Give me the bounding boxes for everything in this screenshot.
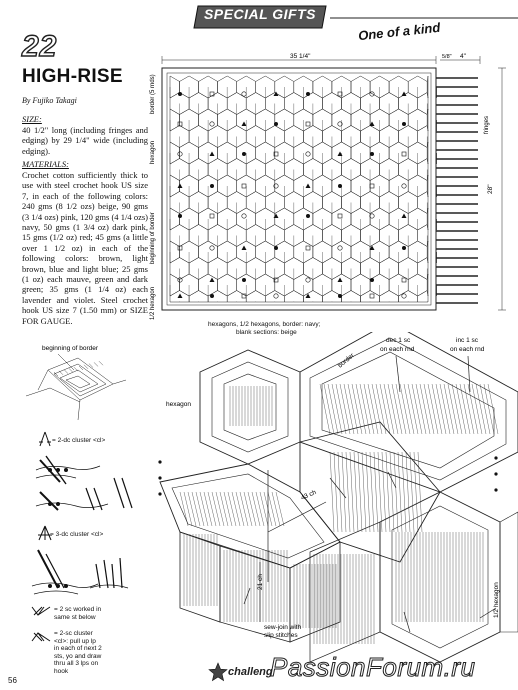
stitch-line <box>372 384 382 434</box>
chart-square <box>306 122 310 126</box>
stitch-line <box>386 452 390 532</box>
stitch-line <box>408 384 418 434</box>
stitch-line <box>330 452 334 532</box>
hexagon-cell <box>380 291 399 303</box>
stitch-line <box>232 492 240 526</box>
stitch-line <box>236 492 244 526</box>
stitch-line <box>192 492 200 526</box>
stitch-line <box>440 384 450 434</box>
diagram-label-inc: inc 1 sc <box>456 337 479 344</box>
hexagon-cell <box>170 241 180 263</box>
stitch-line <box>208 492 216 526</box>
hatch-line <box>79 366 83 370</box>
chart-dot <box>274 122 278 126</box>
chart-ring <box>402 294 406 298</box>
stitch-line <box>400 384 410 434</box>
chart-ring <box>242 92 246 96</box>
stitch-line <box>380 384 390 434</box>
stitch-line <box>424 384 434 434</box>
stitch-line <box>224 492 232 526</box>
chart-triangle <box>178 184 183 189</box>
stitch-line <box>204 492 212 526</box>
stitch-line <box>244 492 252 526</box>
chart-dot <box>274 246 278 250</box>
hexagon-cell <box>246 291 265 303</box>
chart-dot <box>338 294 342 298</box>
dim-border-top: 5/8" <box>442 54 452 60</box>
stitch-line <box>420 384 430 434</box>
label-half-hexagon: 1/2 hexagon <box>150 286 156 320</box>
key-symbol-2sc-same-st <box>30 604 52 618</box>
hatch-line <box>89 364 93 368</box>
stitch-line <box>468 384 478 434</box>
chart-ring <box>210 122 214 126</box>
hexagon-cell <box>418 225 428 247</box>
diagram-label-sewjoin: sew-join with <box>264 624 302 631</box>
chart-legend-line2: blank sections: beige <box>236 329 297 336</box>
chart-ring <box>274 184 278 188</box>
chart-square <box>210 214 214 218</box>
hexagon-cell <box>303 291 322 303</box>
stitch-line <box>406 452 410 532</box>
chart-dot <box>178 214 182 218</box>
stitch-line <box>240 492 248 526</box>
hexagon-cell <box>418 159 428 181</box>
chart-dot <box>338 184 342 188</box>
stitch-line <box>404 384 414 434</box>
stitch-line <box>392 384 402 434</box>
stitch-line <box>464 384 474 434</box>
stitch-line <box>362 452 366 532</box>
dim-fringe: 4" <box>460 53 466 60</box>
stitch-line <box>376 384 386 434</box>
hexagon-cell <box>265 291 284 303</box>
chart-legend-line1: hexagons, 1/2 hexagons, border: navy; <box>208 321 321 328</box>
stitch-line <box>416 384 426 434</box>
chart-triangle <box>242 122 247 127</box>
size-heading: SIZE: <box>22 114 42 124</box>
stitch-line <box>432 384 442 434</box>
hexagon-cell <box>399 291 418 303</box>
stitch-line <box>452 384 462 434</box>
chart-dot <box>370 152 374 156</box>
chart-triangle <box>242 246 247 251</box>
key-illustration-2dc <box>30 448 140 522</box>
stitch-line <box>256 492 264 526</box>
stitch-line <box>394 452 398 532</box>
hexagon-cell <box>170 109 180 131</box>
stitch-line <box>460 384 470 434</box>
hexagon-cell <box>418 192 428 214</box>
stitch-line <box>340 384 350 434</box>
stitch-line <box>220 492 228 526</box>
stitch-line <box>428 384 438 434</box>
materials-text: Crochet cotton sufficiently thick to use with steel crochet hook US size 7, in each of the following colors: 240 gms (8 1/2 ozs) beige, 90 gms (3 1/4 ozs) pink, 120 gms (4 1/4 ozs) navy, 50 gms (1 3/4 oz) dark pink, 15 gms (1/2 oz) red; 45 gms (a little over 1 1/2 oz) in each of the following colors: brown, light brown, blue and light blue; 25 gms (1 oz) each mauve, green and dark green; 35 gms (1 1/4 oz) each lavender and violet. Steel crochet hook US size 7 (1.50 mm) or SIZE FOR GAUGE. <box>22 170 148 326</box>
stitch-line <box>352 384 362 434</box>
stitch-line <box>344 384 354 434</box>
stitch-line <box>484 384 494 434</box>
chart-ring <box>370 92 374 96</box>
hexagon-cell <box>418 93 428 115</box>
stitch-line <box>268 492 276 526</box>
chart-dot <box>242 152 246 156</box>
chart-triangle <box>178 294 183 299</box>
stitch-line <box>336 384 346 434</box>
chart-ring <box>370 214 374 218</box>
diagram-label-border: border <box>336 352 356 370</box>
stitch-line <box>388 384 398 434</box>
chart-ring <box>178 278 182 282</box>
stitch-line <box>402 452 406 532</box>
key-symbol-2sc-cluster <box>30 630 52 644</box>
chart-triangle <box>306 184 311 189</box>
key-2sc-same-st: = 2 sc worked in same st below <box>54 606 102 621</box>
stitch-line <box>374 452 378 532</box>
stitch-line <box>346 452 350 532</box>
chart-triangle <box>402 214 407 219</box>
stitch-line <box>436 384 446 434</box>
chart-dot <box>178 92 182 96</box>
placement-chart <box>140 34 518 340</box>
chart-triangle <box>210 278 215 283</box>
hexagon-cell <box>170 175 180 197</box>
chart-dot <box>402 246 406 250</box>
stitch-line <box>320 384 330 434</box>
section-subtitle: One of a kind <box>357 19 441 44</box>
chart-ring <box>338 246 342 250</box>
key-3dc-cluster: = 3-dc cluster <cl> <box>50 531 104 538</box>
hatch-line <box>99 361 103 365</box>
footer-brand: challeng <box>228 666 273 678</box>
section-banner-text: SPECIAL GIFTS <box>203 6 317 22</box>
chart-dot <box>370 278 374 282</box>
stitch-line <box>354 452 358 532</box>
dim-height: 28" <box>487 184 494 194</box>
hexagon-cell <box>170 274 180 296</box>
stitch-line <box>188 492 196 526</box>
hexagon-cell <box>189 291 208 303</box>
stitch-line <box>212 492 220 526</box>
label-hexagon: hexagon <box>150 140 156 164</box>
hexagon-cell <box>170 208 180 230</box>
stitch-line <box>396 384 406 434</box>
stitch-line <box>378 452 382 532</box>
stitch-line <box>418 452 422 532</box>
stitch-line <box>448 384 458 434</box>
stitch-line <box>228 492 236 526</box>
pattern-title: HIGH-RISE <box>22 66 123 87</box>
chart-square <box>370 294 374 298</box>
stitch-line <box>334 452 338 532</box>
pattern-number: 22 <box>22 30 58 63</box>
diagram-label-hexagon: hexagon <box>166 401 191 408</box>
chart-square <box>210 92 214 96</box>
stitch-line <box>444 384 454 434</box>
chart-square <box>242 184 246 188</box>
stitch-line <box>368 384 378 434</box>
chart-square <box>402 152 406 156</box>
chart-triangle <box>338 278 343 283</box>
dim-width: 35 1/4" <box>290 53 311 60</box>
chart-ring <box>306 278 310 282</box>
stitch-line <box>488 384 498 434</box>
label-fringes: fringes <box>484 115 490 134</box>
diagram-label-inc2: on each rnd <box>450 346 485 353</box>
chart-ring <box>306 152 310 156</box>
hexagon-cell <box>418 126 428 148</box>
chart-ring <box>178 152 182 156</box>
stitch-line <box>476 384 486 434</box>
chart-dot <box>306 92 310 96</box>
stitch-line <box>370 452 374 532</box>
banner-rule <box>330 16 518 20</box>
stitch-line <box>412 384 422 434</box>
mini-label-beginning: beginning of border <box>42 345 99 352</box>
stitch-line <box>324 384 334 434</box>
chart-triangle <box>338 152 343 157</box>
stitch-line <box>384 384 394 434</box>
stitch-line <box>252 492 260 526</box>
diagram-label-43ch: 43 ch <box>299 488 318 502</box>
stitch-line <box>366 452 370 532</box>
stitch-line <box>196 492 204 526</box>
chart-ring <box>210 246 214 250</box>
chart-dot <box>402 122 406 126</box>
stitch-line <box>348 384 358 434</box>
stitch-line <box>260 492 268 526</box>
chart-dot <box>210 294 214 298</box>
watermark-text: PassionForum.ru <box>270 652 476 682</box>
stitch-line <box>200 492 208 526</box>
hatch-line <box>64 370 68 374</box>
stitch-line <box>332 384 342 434</box>
star-logo-icon <box>208 662 228 682</box>
chart-square <box>402 278 406 282</box>
stitch-line <box>276 492 284 526</box>
key-2sc-cluster: = 2-sc cluster <cl>: pull up lp in each of next 2 sts, yo and draw thru all 3 lps on hook <box>54 630 102 675</box>
chart-square <box>338 214 342 218</box>
stitch-line <box>248 492 256 526</box>
stitch-line <box>350 452 354 532</box>
size-text: 40 1/2" long (including fringes and edging) by 29 1/4" wide (including edging). <box>22 125 148 156</box>
chart-ring <box>242 214 246 218</box>
hatch-line <box>59 371 63 375</box>
label-border: border (5 rnds) <box>150 74 156 114</box>
diagram-label-21ch: 21 ch <box>257 574 264 590</box>
hatch-line <box>74 367 78 371</box>
diagram-label-dec2: on each rnd <box>380 346 415 353</box>
diagram-label-dec: dec 1 sc <box>386 337 411 344</box>
stitch-line <box>184 492 192 526</box>
page-number: 56 <box>8 676 17 685</box>
stitch-line <box>328 384 338 434</box>
chart-ring <box>274 294 278 298</box>
stitch-line <box>398 452 402 532</box>
hexagon-cell <box>418 258 428 280</box>
key-illustration-3dc <box>28 544 140 602</box>
hatch-line <box>69 368 73 372</box>
chart-triangle <box>274 214 279 219</box>
key-2dc-cluster: = 2-dc cluster <cl> <box>52 437 106 444</box>
hexagon-cell <box>418 291 428 303</box>
chart-dot <box>306 214 310 218</box>
hexagon-cell <box>342 291 361 303</box>
stitch-line <box>272 492 280 526</box>
hatch-line <box>84 365 88 369</box>
chart-dot <box>242 278 246 282</box>
stitch-line <box>216 492 224 526</box>
border-start-diagram <box>18 340 140 430</box>
diagram-label-sewjoin2: slip stitches <box>264 632 298 639</box>
materials-heading: MATERIALS: <box>22 159 69 169</box>
byline: By Fujiko Takagi <box>22 96 77 105</box>
diagram-label-half-hexagon: 1/2 hexagon <box>493 582 500 618</box>
chart-triangle <box>274 92 279 97</box>
chart-dot <box>210 184 214 188</box>
hatch-line <box>94 362 98 366</box>
chart-ring <box>402 184 406 188</box>
stitch-line <box>364 384 374 434</box>
stitch-line <box>342 452 346 532</box>
hexagon-cell <box>170 76 180 98</box>
chart-square <box>370 184 374 188</box>
stitch-line <box>472 384 482 434</box>
chart-square <box>178 122 182 126</box>
hexagon-cell <box>227 291 246 303</box>
stitch-line <box>480 384 490 434</box>
chart-triangle <box>210 152 215 157</box>
chart-square <box>306 246 310 250</box>
hexagon-cell <box>284 291 303 303</box>
stitch-diagram <box>140 332 518 680</box>
stitch-line <box>456 384 466 434</box>
label-beginning: beginning of border <box>150 212 156 264</box>
chart-square <box>178 246 182 250</box>
